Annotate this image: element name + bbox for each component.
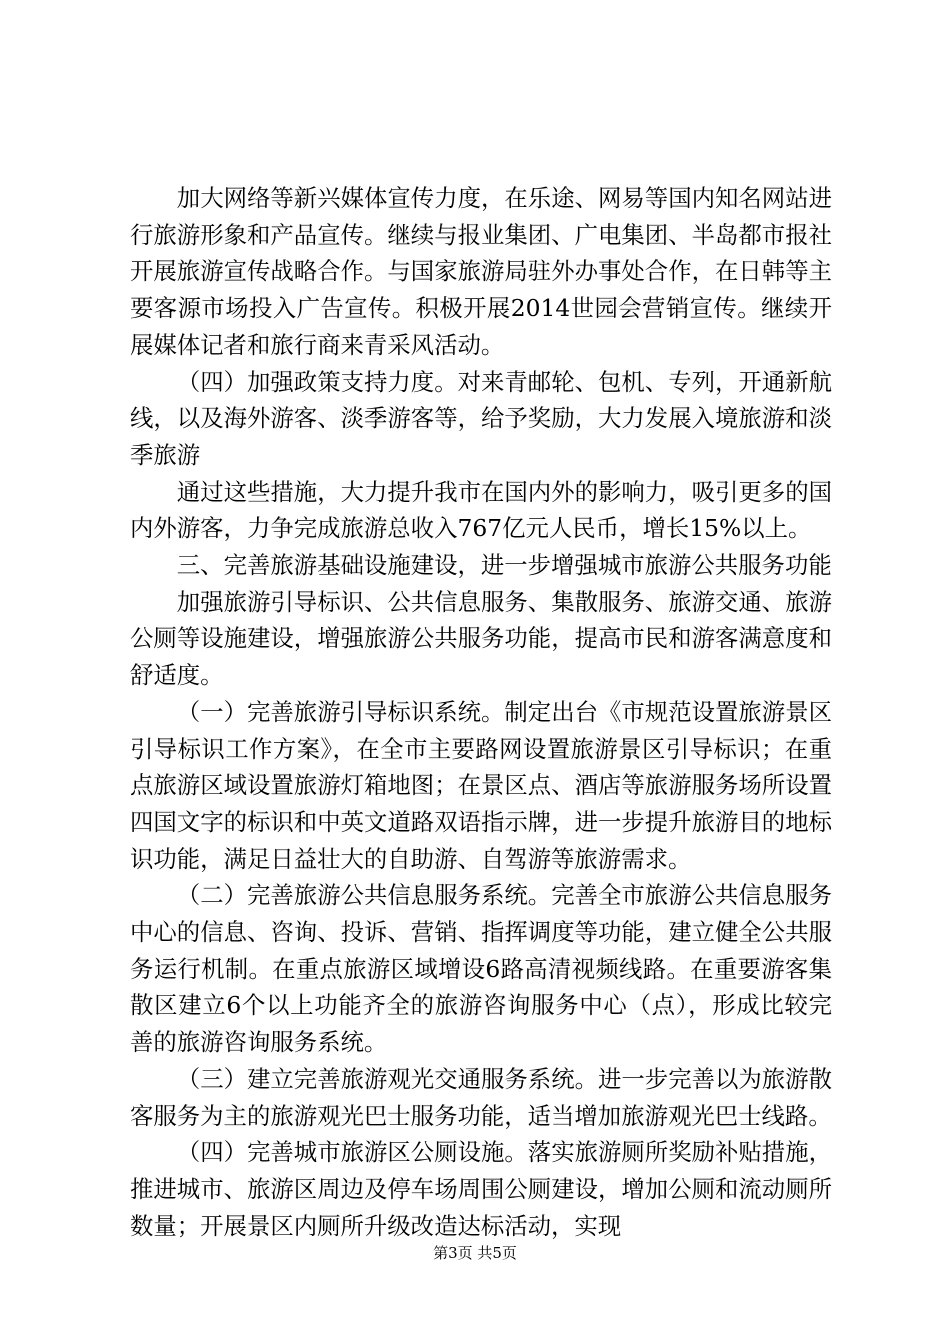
page-number-footer: 第3页 共5页: [433, 1244, 517, 1262]
paragraph-infrastructure-intro: 加强旅游引导标识、公共信息服务、集散服务、旅游交通、旅游公厕等设施建设，增强旅游公共服务功能，提高市民和游客满意度和舒适度。: [130, 587, 832, 690]
paragraph-media-promotion: 加大网络等新兴媒体宣传力度，在乐途、网易等国内知名网站进行旅游形象和产品宣传。继续与报业集团、广电集团、半岛都市报社开展旅游宣传战略合作。与国家旅游局驻外办事处合作，在日韩等主要客源市场投入广告宣传。积极开展2014世园会营销宣传。继续开展媒体记者和旅行商来青采风活动。: [130, 184, 832, 359]
paragraph-policy-support: （四）加强政策支持力度。对来青邮轮、包机、专列，开通新航线，以及海外游客、淡季游客等，给予奖励，大力发展入境旅游和淡季旅游: [130, 367, 832, 469]
section-heading-infrastructure: 三、完善旅游基础设施建设，进一步增强城市旅游公共服务功能: [176, 551, 832, 580]
paragraph-information-service: （二）完善旅游公共信息服务系统。完善全市旅游公共信息服务中心的信息、咨询、投诉、营销、指挥调度等功能，建立健全公共服务运行机制。在重点旅游区域增设6路高清视频线路。在重要游客集散区建立6个以上功能齐全的旅游咨询服务中心（点），形成比较完善的旅游咨询服务系统。: [130, 881, 832, 1057]
document-body: [130, 180, 832, 1244]
paragraph-measures-summary: 通过这些措施，大力提升我市在国内外的影响力，吸引更多的国内外游客，力争完成旅游总收入767亿元人民币，增长15%以上。: [130, 477, 832, 543]
paragraph-public-toilets: （四）完善城市旅游区公厕设施。落实旅游厕所奖励补贴措施，推进城市、旅游区周边及停车场周围公厕建设，增加公厕和流动厕所数量；开展景区内厕所升级改造达标活动，实现: [130, 1138, 832, 1240]
paragraph-transport-service: （三）建立完善旅游观光交通服务系统。进一步完善以为旅游散客服务为主的旅游观光巴士服务功能，适当增加旅游观光巴士线路。: [130, 1064, 832, 1130]
paragraph-signage-system: （一）完善旅游引导标识系统。制定出台《市规范设置旅游景区引导标识工作方案》，在全市主要路网设置旅游景区引导标识；在重点旅游区域设置旅游灯箱地图；在景区点、酒店等旅游服务场所设置四国文字的标识和中英文道路双语指示牌，进一步提升旅游目的地标识功能，满足日益壮大的自助游、自驾游等旅游需求。: [130, 697, 832, 873]
